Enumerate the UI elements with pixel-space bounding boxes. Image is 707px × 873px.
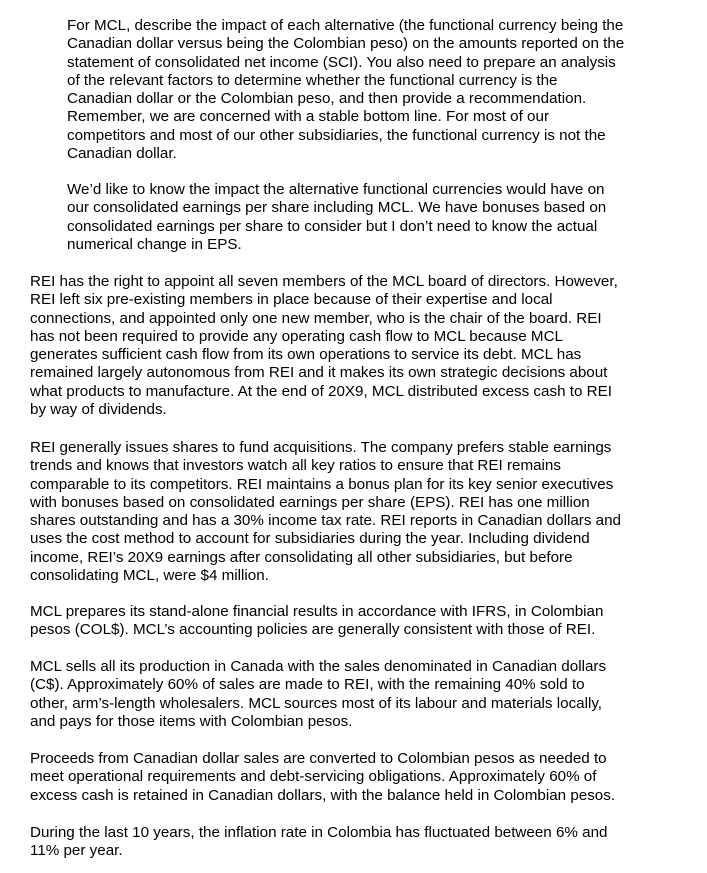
text-line: of the relevant factors to determine whether the functional currency is the — [67, 71, 558, 89]
paragraph-inflation — [30, 824, 607, 861]
text-line: numerical change in EPS. — [67, 235, 242, 253]
text-line: competitors and most of our other subsidiaries, the functional currency is not the — [67, 126, 606, 144]
text-line: excess cash is retained in Canadian dollars, with the balance held in Colombian pesos. — [30, 786, 616, 804]
text-line: Proceeds from Canadian dollar sales are converted to Colombian pesos as needed to — [30, 750, 607, 767]
text-line: REI left six pre-existing members in place because of their expertise and local — [30, 291, 553, 309]
text-line: For MCL, describe the impact of each alternative (the functional currency being the — [67, 17, 624, 34]
text-line: has not been required to provide any operating cash flow to MCL because MCL — [30, 327, 564, 345]
text-line: consolidating MCL, were $4 million. — [30, 567, 269, 585]
text-line: Canadian dollar. — [67, 145, 177, 163]
text-line: We’d like to know the impact the alternative functional currencies would have on — [67, 181, 605, 198]
quoted-paragraph-eps-impact — [67, 181, 606, 254]
text-line: our consolidated earnings per share including MCL. We have bonuses based on — [67, 199, 607, 217]
text-line: consolidated earnings per share to consider but I don’t need to know the actual — [67, 217, 598, 235]
text-line: meet operational requirements and debt-servicing obligations. Approximately 60% of — [30, 768, 597, 786]
text-line: by way of dividends. — [30, 401, 167, 419]
text-line: MCL prepares its stand-alone financial results in accordance with IFRS, in Colombian — [30, 603, 604, 620]
paragraph-board-of-directors — [30, 273, 618, 419]
text-line: REI generally issues shares to fund acquisitions. The company prefers stable earnings — [30, 439, 612, 456]
text-line: what products to manufacture. At the end of 20X9, MCL distributed excess cash to REI — [30, 382, 612, 400]
text-line: trends and knows that investors watch all key ratios to ensure that REI remains — [30, 457, 561, 475]
text-line: with bonuses based on consolidated earnings per share (EPS). REI has one million — [30, 493, 590, 511]
text-line: statement of consolidated net income (SCI). You also need to prepare an analysis — [67, 53, 616, 71]
text-line: 11% per year. — [30, 842, 123, 860]
text-line: During the last 10 years, the inflation rate in Colombia has fluctuated between 6% and — [30, 824, 608, 841]
text-line: remained largely autonomous from REI and it makes its own strategic decisions about — [30, 364, 608, 382]
text-line: generates sufficient cash flow from its own operations to service its debt. MCL has — [30, 346, 582, 364]
text-line: other, arm’s-length wholesalers. MCL sources most of its labour and materials locally, — [30, 694, 603, 712]
text-line: Remember, we are concerned with a stable bottom line. For most of our — [67, 108, 550, 126]
text-line: income, REI’s 20X9 earnings after consolidating all other subsidiaries, but before — [30, 548, 573, 566]
text-line: comparable to its competitors. REI maintains a bonus plan for its key senior executives — [30, 475, 614, 493]
paragraph-ifrs-results — [30, 603, 603, 640]
text-line: (C$). Approximately 60% of sales are made to REI, with the remaining 40% sold to — [30, 676, 585, 694]
text-line: REI has the right to appoint all seven members of the MCL board of directors. However, — [30, 273, 618, 290]
paragraph-proceeds — [30, 750, 615, 805]
text-line: Canadian dollar or the Colombian peso, and then provide a recommendation. — [67, 90, 587, 108]
text-line: connections, and appointed only one new member, who is the chair of the board. REI — [30, 309, 602, 327]
paragraph-sales — [30, 658, 606, 731]
text-line: Canadian dollar versus being the Colombian peso) on the amounts reported on the — [67, 35, 625, 53]
text-line: MCL sells all its production in Canada with the sales denominated in Canadian dollars — [30, 658, 607, 675]
text-line: and pays for those items with Colombian pesos. — [30, 712, 353, 730]
quoted-paragraph-functional-currency — [67, 17, 624, 163]
text-line: shares outstanding and has a 30% income tax rate. REI reports in Canadian dollars and — [30, 512, 621, 530]
text-line: uses the cost method to account for subsidiaries during the year. Including dividend — [30, 530, 590, 548]
text-line: pesos (COL$). MCL’s accounting policies are generally consistent with those of REI. — [30, 621, 596, 639]
paragraph-share-issuance — [30, 439, 621, 585]
